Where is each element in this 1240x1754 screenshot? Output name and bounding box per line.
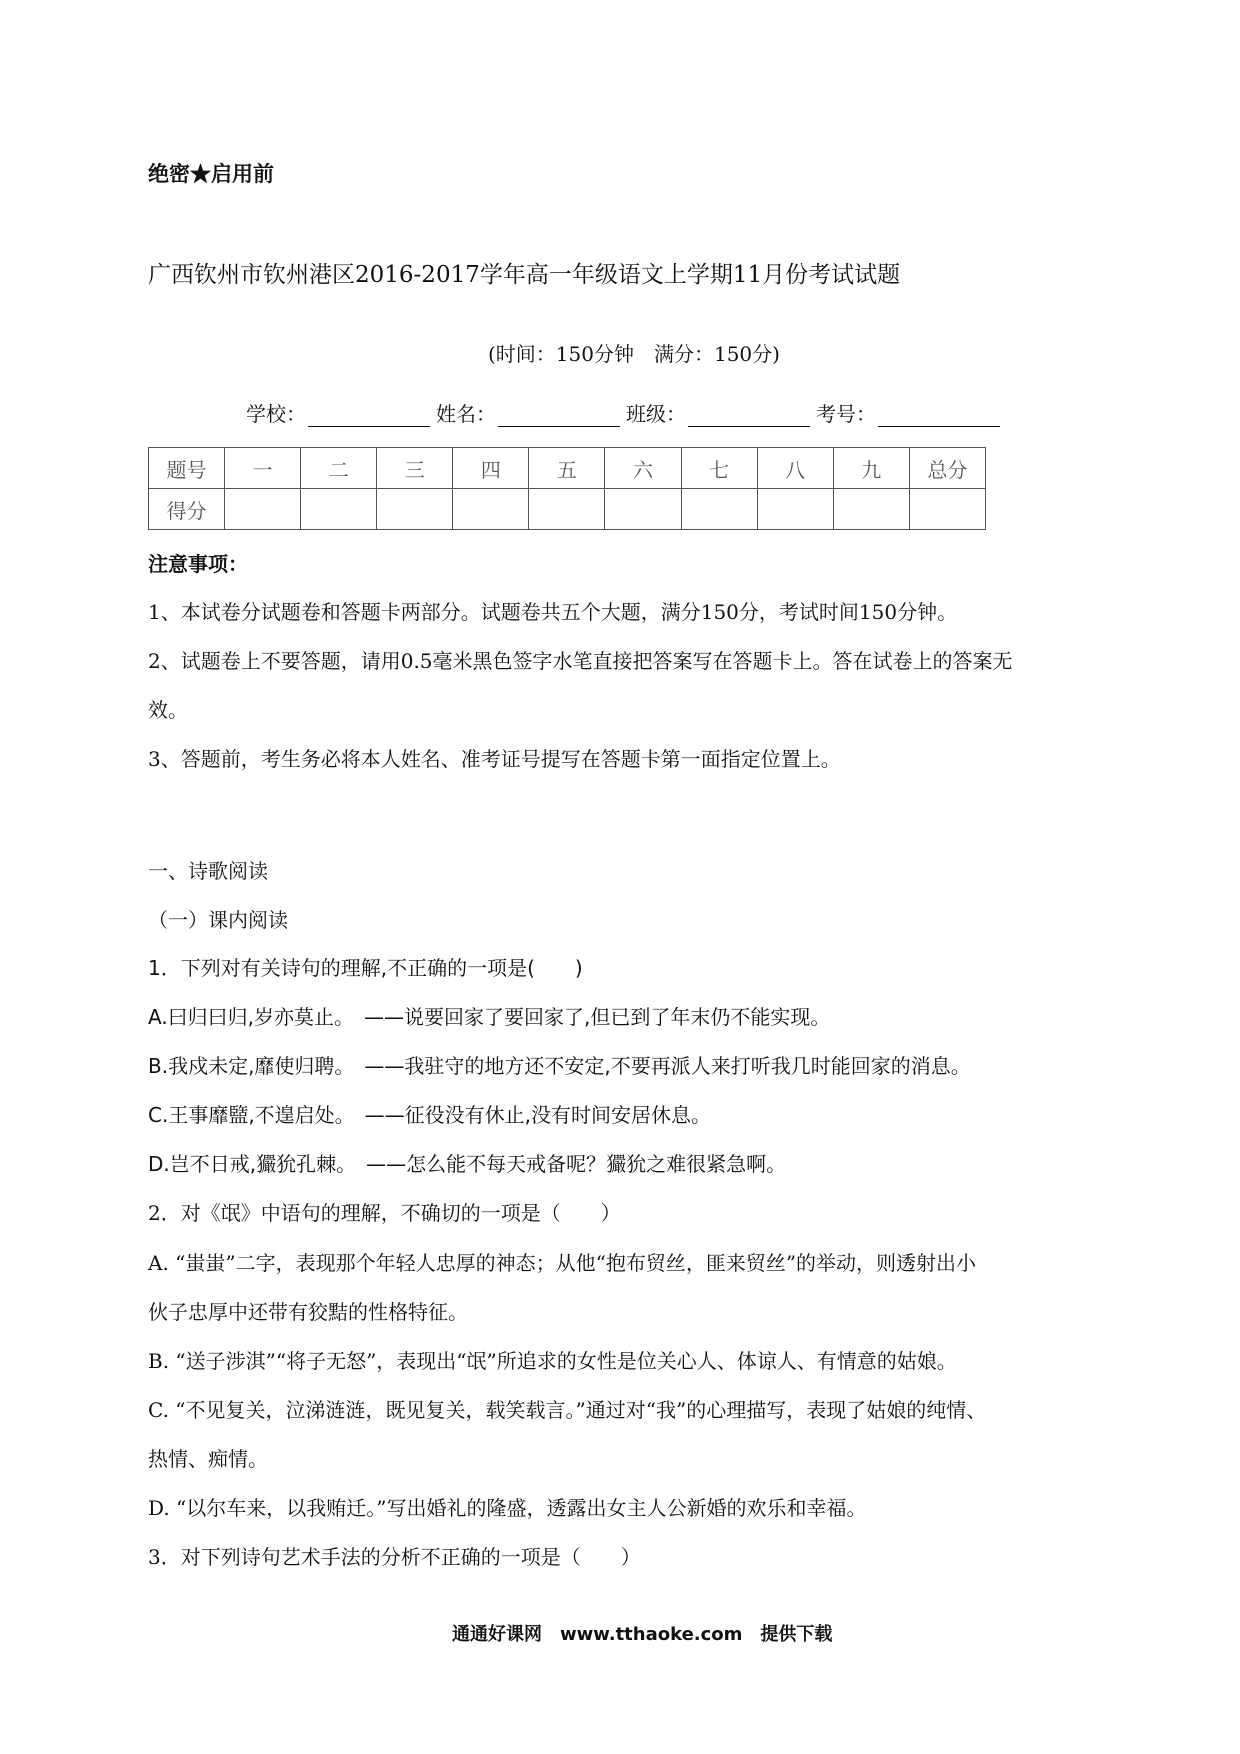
score-cell[interactable]	[453, 489, 529, 530]
column-header: 九	[833, 448, 909, 489]
section-title: 一、诗歌阅读	[148, 859, 268, 883]
question-2-option-a-cont: 伙子忠厚中还带有狡黠的性格特征。	[148, 1300, 468, 1324]
score-cell[interactable]	[225, 489, 301, 530]
footer-watermark: 通通好课网 www.tthaoke.com 提供下载	[452, 1624, 833, 1645]
notice-title: 注意事项：	[148, 552, 248, 576]
column-header: 六	[605, 448, 681, 489]
column-header: 四	[453, 448, 529, 489]
student-info-fields	[246, 398, 1006, 427]
section-subtitle: （一）课内阅读	[148, 908, 288, 932]
notice-item-2-cont: 效。	[148, 698, 188, 722]
column-header-total: 总分	[909, 448, 985, 489]
class-blank[interactable]	[688, 406, 810, 427]
question-1-option-b: B.我戍未定,靡使归聘。 ——我驻守的地方还不安定,不要再派人来打听我几时能回家的消息。	[148, 1054, 971, 1078]
school-blank[interactable]	[308, 406, 430, 427]
question-2-option-a: A. “蚩蚩”二字，表现那个年轻人忠厚的神态；从他“抱布贸丝，匪来贸丝”的举动，则透射出小	[148, 1251, 977, 1275]
score-cell-total[interactable]	[909, 489, 985, 530]
question-2-option-b: B. “送子涉淇”“将子无怒”，表现出“氓”所追求的女性是位关心人、体谅人、有情意的姑娘。	[148, 1349, 957, 1373]
notice-item-2: 2、试题卷上不要答题，请用0.5毫米黑色签字水笔直接把答案写在答题卡上。答在试卷上的答案无	[148, 649, 1013, 673]
score-cell[interactable]	[529, 489, 605, 530]
score-cell[interactable]	[833, 489, 909, 530]
score-table-header-row	[149, 448, 986, 489]
exam-title: 广西钦州市钦州港区2016-2017学年高一年级语文上学期11月份考试试题	[148, 262, 901, 288]
question-1-option-c: C.王事靡盬,不遑启处。 ——征役没有休止,没有时间安居休息。	[148, 1103, 712, 1127]
question-2-option-c: C. “不见复关，泣涕涟涟，既见复关，载笑载言。”通过对“我”的心理描写，表现了姑娘的纯情、	[148, 1398, 987, 1422]
question-2-stem: 2．对《氓》中语句的理解，不确切的一项是（ ）	[148, 1201, 621, 1225]
name-blank[interactable]	[498, 406, 620, 427]
score-cell[interactable]	[757, 489, 833, 530]
score-cell[interactable]	[377, 489, 453, 530]
score-table-score-row	[149, 489, 986, 530]
score-cell[interactable]	[681, 489, 757, 530]
row-header-score: 得分	[149, 489, 225, 530]
question-2-option-c-cont: 热情、痴情。	[148, 1447, 268, 1471]
question-1-stem: 1．下列对有关诗句的理解,不正确的一项是( )	[148, 956, 583, 980]
school-label: 学校：	[246, 402, 306, 426]
row-header-question-no: 题号	[149, 448, 225, 489]
question-1-option-a: A.曰归曰归,岁亦莫止。 ——说要回家了要回家了,但已到了年末仍不能实现。	[148, 1005, 831, 1029]
confidential-label: 绝密★启用前	[148, 161, 274, 186]
column-header: 三	[377, 448, 453, 489]
time-info: (时间：150分钟 满分：150分)	[488, 342, 780, 366]
column-header: 一	[225, 448, 301, 489]
score-table	[148, 447, 986, 530]
score-cell[interactable]	[301, 489, 377, 530]
class-label: 班级：	[626, 402, 686, 426]
column-header: 二	[301, 448, 377, 489]
notice-item-1: 1、本试卷分试题卷和答题卡两部分。试题卷共五个大题，满分150分，考试时间150分钟。	[148, 600, 958, 624]
name-label: 姓名：	[436, 402, 496, 426]
question-2-option-d: D. “以尔车来，以我贿迁。”写出婚礼的隆盛，透露出女主人公新婚的欢乐和幸福。	[148, 1496, 867, 1520]
column-header: 八	[757, 448, 833, 489]
exam-no-label: 考号：	[816, 402, 876, 426]
exam-no-blank[interactable]	[878, 406, 1000, 427]
notice-item-3: 3、答题前，考生务必将本人姓名、准考证号提写在答题卡第一面指定位置上。	[148, 747, 841, 771]
score-cell[interactable]	[605, 489, 681, 530]
question-1-option-d: D.岂不日戒,玁狁孔棘。 ——怎么能不每天戒备呢？玁狁之难很紧急啊。	[148, 1152, 787, 1176]
column-header: 五	[529, 448, 605, 489]
column-header: 七	[681, 448, 757, 489]
question-3-stem: 3．对下列诗句艺术手法的分析不正确的一项是（ ）	[148, 1545, 641, 1569]
